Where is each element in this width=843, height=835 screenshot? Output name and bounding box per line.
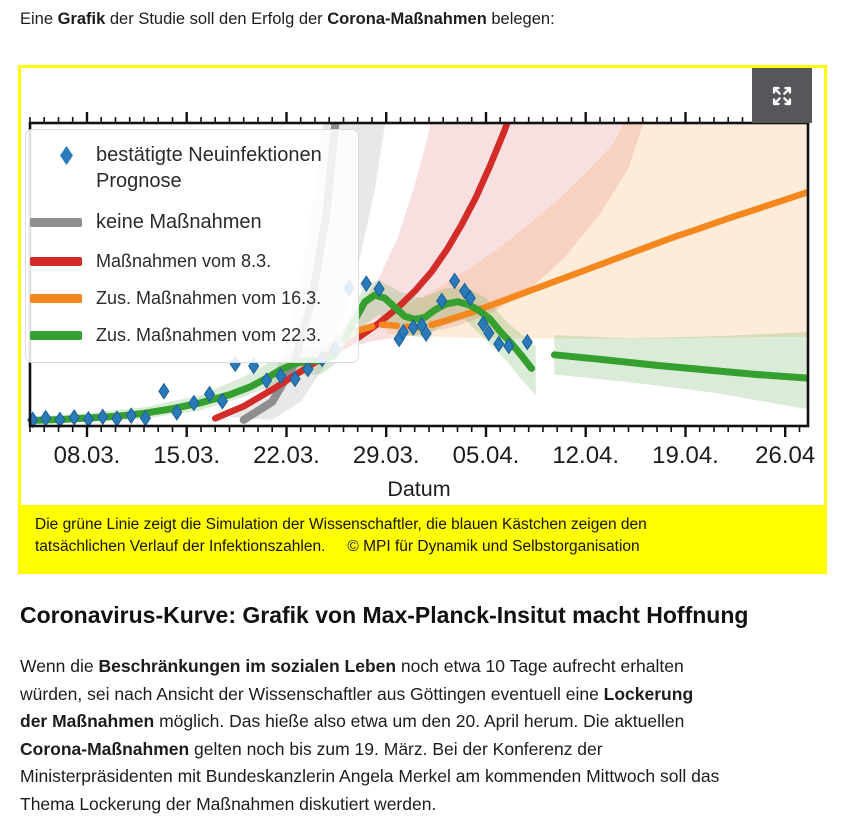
legend-marker xyxy=(26,294,96,303)
data-point-diamond xyxy=(69,410,79,425)
intro-text: Eine Grafik der Studie soll den Erfolg der Corona-Maßnahmen belegen: xyxy=(20,10,555,28)
x-tick-label: 26.04 xyxy=(755,442,816,469)
article-paragraph: Wenn die Beschränkungen im sozialen Leben noch etwa 10 Tage aufrecht erhalten würden, sei nach Ansicht der Wissenschaftler aus Göttingen eventuell eine Lockerung der Maßnahmen möglich. Das hieße also etwa um den 20. April herum. Die aktuellen Corona-Maßnahmen gelten noch bis zum 19. März. Bei der Konferenz der Ministerpräsidenten mit Bundeskanzlerin Angela Merkel am kommenden Mittwoch soll das Thema Lockerung der Maßnahmen diskutiert werden. xyxy=(20,656,720,814)
legend-marker xyxy=(26,257,96,266)
x-tick-label: 29.03. xyxy=(352,442,420,469)
legend-item-neuinfektionen xyxy=(26,142,358,194)
legend-label: Zus. Maßnahmen vom 22.3. xyxy=(96,325,322,345)
chart-legend xyxy=(25,129,359,363)
x-tick-label: 08.03. xyxy=(53,442,121,469)
legend-item-keine-massnahmen xyxy=(26,209,358,235)
legend-item-massnahmen-8-3 xyxy=(26,250,358,272)
line-swatch-icon xyxy=(30,218,82,227)
diamond-icon xyxy=(60,146,73,165)
x-tick-label: 05.04. xyxy=(452,442,520,469)
data-point-diamond xyxy=(159,384,169,399)
expand-arrows-icon xyxy=(768,82,796,110)
x-tick-label: 19.04. xyxy=(652,442,719,469)
x-tick-label: 15.03. xyxy=(153,442,221,469)
x-tick-label: 22.03. xyxy=(253,442,320,469)
caption-credit: © MPI für Dynamik und Selbstorganisation xyxy=(347,538,640,555)
article-headline: Coronavirus-Kurve: Grafik von Max-Planck-Insitut macht Hoffnung xyxy=(20,602,749,628)
legend-marker xyxy=(26,218,96,227)
line-swatch-icon xyxy=(30,331,82,340)
line-swatch-icon xyxy=(30,294,82,303)
x-axis-labels xyxy=(54,442,816,469)
chart-image[interactable] xyxy=(21,68,824,505)
legend-item-massnahmen-16-3 xyxy=(26,287,358,309)
x-axis-title: Datum xyxy=(387,477,451,501)
caption-line-2: tatsächlichen Verlauf der Infektionszahlen. © MPI für Dynamik und Selbstorganisation xyxy=(35,538,640,555)
legend-marker xyxy=(26,331,96,340)
x-tick-label: 12.04. xyxy=(552,442,620,469)
article-figure xyxy=(18,65,827,574)
legend-label: bestätigte Neuinfektionen Prognose xyxy=(96,144,322,192)
expand-button[interactable] xyxy=(752,68,812,123)
legend-item-massnahmen-22-3 xyxy=(26,324,358,346)
legend-label: keine Maßnahmen xyxy=(96,211,262,233)
legend-marker xyxy=(26,142,96,165)
legend-label: Zus. Maßnahmen vom 16.3. xyxy=(96,288,322,308)
caption-line-1: Die grüne Linie zeigt die Simulation der Wissenschaftler, die blauen Kästchen zeigen den xyxy=(35,516,647,533)
line-swatch-icon xyxy=(30,257,82,266)
figure-caption xyxy=(21,505,824,571)
legend-label: Maßnahmen vom 8.3. xyxy=(96,251,272,271)
